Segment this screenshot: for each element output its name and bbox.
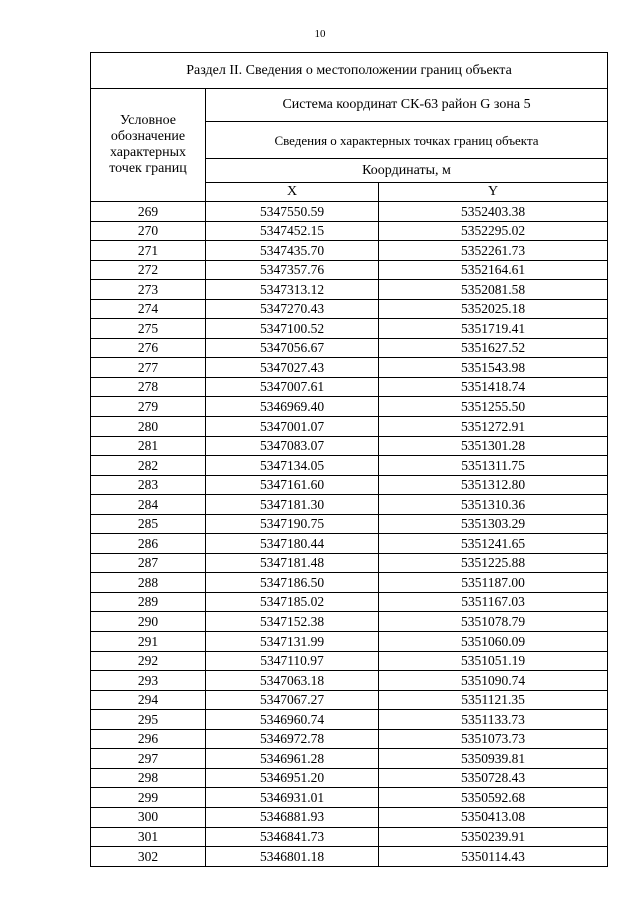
- point-number-cell: 281: [91, 436, 206, 456]
- x-coordinate-cell: 5347181.48: [206, 553, 379, 573]
- point-number-cell: 290: [91, 612, 206, 632]
- y-coordinate-cell: 5351627.52: [379, 338, 608, 358]
- table-row: [91, 573, 608, 593]
- table-row: [91, 417, 608, 437]
- x-coordinate-cell: 5346961.28: [206, 749, 379, 769]
- x-coordinate-cell: 5347186.50: [206, 573, 379, 593]
- y-coordinate-cell: 5352025.18: [379, 299, 608, 319]
- x-coordinate-cell: 5347083.07: [206, 436, 379, 456]
- y-coordinate-cell: 5351272.91: [379, 417, 608, 437]
- table-row: [91, 299, 608, 319]
- x-coordinate-cell: 5347161.60: [206, 475, 379, 495]
- point-number-cell: 297: [91, 749, 206, 769]
- point-number-cell: 284: [91, 495, 206, 515]
- table-row: [91, 456, 608, 476]
- table-row: [91, 592, 608, 612]
- boundary-coordinates-table: [90, 52, 608, 867]
- x-coordinate-cell: 5347134.05: [206, 456, 379, 476]
- x-coordinate-cell: 5347027.43: [206, 358, 379, 378]
- table-row: [91, 749, 608, 769]
- point-number-cell: 269: [91, 202, 206, 222]
- y-coordinate-cell: 5351303.29: [379, 514, 608, 534]
- point-designation-header: Условное обозначение характерных точек границ: [91, 89, 206, 202]
- y-coordinate-cell: 5350728.43: [379, 768, 608, 788]
- table-row: [91, 436, 608, 456]
- point-number-cell: 286: [91, 534, 206, 554]
- point-number-cell: 300: [91, 807, 206, 827]
- x-coordinate-cell: 5347131.99: [206, 632, 379, 652]
- y-coordinate-cell: 5351060.09: [379, 632, 608, 652]
- point-number-cell: 272: [91, 260, 206, 280]
- y-coordinate-cell: 5351301.28: [379, 436, 608, 456]
- y-coordinate-cell: 5350592.68: [379, 788, 608, 808]
- y-coordinate-cell: 5352164.61: [379, 260, 608, 280]
- x-coordinate-cell: 5347110.97: [206, 651, 379, 671]
- y-coordinate-cell: 5352403.38: [379, 202, 608, 222]
- y-coordinate-cell: 5351543.98: [379, 358, 608, 378]
- y-coordinate-cell: 5352295.02: [379, 221, 608, 241]
- table-row: [91, 241, 608, 261]
- point-number-cell: 278: [91, 377, 206, 397]
- x-coordinate-cell: 5347435.70: [206, 241, 379, 261]
- x-coordinate-cell: 5347181.30: [206, 495, 379, 515]
- x-coordinate-cell: 5347270.43: [206, 299, 379, 319]
- point-number-cell: 287: [91, 553, 206, 573]
- point-number-cell: 285: [91, 514, 206, 534]
- point-number-cell: 296: [91, 729, 206, 749]
- point-number-cell: 289: [91, 592, 206, 612]
- table-row: [91, 710, 608, 730]
- y-coordinate-cell: 5351225.88: [379, 553, 608, 573]
- point-number-cell: 294: [91, 690, 206, 710]
- y-coordinate-cell: 5352261.73: [379, 241, 608, 261]
- x-coordinate-cell: 5347001.07: [206, 417, 379, 437]
- header-row-system: [91, 89, 608, 122]
- page-number: 10: [314, 28, 326, 40]
- y-coordinate-cell: 5351255.50: [379, 397, 608, 417]
- y-coordinate-cell: 5351133.73: [379, 710, 608, 730]
- x-coordinate-cell: 5347056.67: [206, 338, 379, 358]
- x-coordinate-cell: 5347100.52: [206, 319, 379, 339]
- x-coordinate-cell: 5347007.61: [206, 377, 379, 397]
- x-coordinate-cell: 5347152.38: [206, 612, 379, 632]
- y-coordinate-cell: 5351078.79: [379, 612, 608, 632]
- point-number-cell: 274: [91, 299, 206, 319]
- x-coordinate-cell: 5347190.75: [206, 514, 379, 534]
- y-coordinate-cell: 5351051.19: [379, 651, 608, 671]
- section-title-row: [91, 53, 608, 89]
- x-coordinate-cell: 5346931.01: [206, 788, 379, 808]
- x-coordinate-cell: 5347063.18: [206, 671, 379, 691]
- table-row: [91, 827, 608, 847]
- table-row: [91, 690, 608, 710]
- table-row: [91, 534, 608, 554]
- y-coordinate-cell: 5351241.65: [379, 534, 608, 554]
- x-coordinate-cell: 5346881.93: [206, 807, 379, 827]
- table-row: [91, 202, 608, 222]
- coordinates-header: Координаты, м: [206, 159, 608, 183]
- x-coordinate-cell: 5347185.02: [206, 592, 379, 612]
- table-row: [91, 358, 608, 378]
- table-row: [91, 495, 608, 515]
- x-coordinate-cell: 5347313.12: [206, 280, 379, 300]
- table-row: [91, 553, 608, 573]
- point-number-cell: 295: [91, 710, 206, 730]
- y-coordinate-cell: 5351090.74: [379, 671, 608, 691]
- point-number-cell: 293: [91, 671, 206, 691]
- y-coordinate-cell: 5351073.73: [379, 729, 608, 749]
- y-coordinate-cell: 5351310.36: [379, 495, 608, 515]
- x-coordinate-cell: 5347357.76: [206, 260, 379, 280]
- y-coordinate-cell: 5352081.58: [379, 280, 608, 300]
- x-coordinate-cell: 5346960.74: [206, 710, 379, 730]
- table-row: [91, 651, 608, 671]
- point-number-cell: 282: [91, 456, 206, 476]
- table-row: [91, 768, 608, 788]
- point-number-cell: 279: [91, 397, 206, 417]
- x-coordinate-cell: 5346972.78: [206, 729, 379, 749]
- section-title: Раздел II. Сведения о местоположении границ объекта: [91, 53, 608, 89]
- x-coordinate-cell: 5347550.59: [206, 202, 379, 222]
- x-column-header: X: [206, 183, 379, 202]
- table-row: [91, 729, 608, 749]
- x-coordinate-cell: 5346841.73: [206, 827, 379, 847]
- point-number-cell: 277: [91, 358, 206, 378]
- point-number-cell: 275: [91, 319, 206, 339]
- point-number-cell: 273: [91, 280, 206, 300]
- point-number-cell: 292: [91, 651, 206, 671]
- table-row: [91, 221, 608, 241]
- table-row: [91, 632, 608, 652]
- point-number-cell: 302: [91, 847, 206, 867]
- y-coordinate-cell: 5350413.08: [379, 807, 608, 827]
- table-row: [91, 807, 608, 827]
- point-number-cell: 298: [91, 768, 206, 788]
- point-number-cell: 270: [91, 221, 206, 241]
- y-coordinate-cell: 5351121.35: [379, 690, 608, 710]
- point-number-cell: 291: [91, 632, 206, 652]
- table-row: [91, 319, 608, 339]
- y-coordinate-cell: 5351719.41: [379, 319, 608, 339]
- x-coordinate-cell: 5346801.18: [206, 847, 379, 867]
- y-coordinate-cell: 5351312.80: [379, 475, 608, 495]
- table-row: [91, 612, 608, 632]
- table-row: [91, 847, 608, 867]
- point-number-cell: 301: [91, 827, 206, 847]
- x-coordinate-cell: 5346969.40: [206, 397, 379, 417]
- table-row: [91, 475, 608, 495]
- point-number-cell: 288: [91, 573, 206, 593]
- y-coordinate-cell: 5351418.74: [379, 377, 608, 397]
- table-row: [91, 338, 608, 358]
- y-coordinate-cell: 5351167.03: [379, 592, 608, 612]
- table-body: [91, 53, 608, 867]
- point-number-cell: 271: [91, 241, 206, 261]
- point-number-cell: 276: [91, 338, 206, 358]
- coordinate-system-header: Система координат СК-63 район G зона 5: [206, 89, 608, 122]
- y-coordinate-cell: 5350939.81: [379, 749, 608, 769]
- x-coordinate-cell: 5347452.15: [206, 221, 379, 241]
- y-coordinate-cell: 5350239.91: [379, 827, 608, 847]
- table-row: [91, 260, 608, 280]
- y-column-header: Y: [379, 183, 608, 202]
- table-row: [91, 397, 608, 417]
- table-row: [91, 514, 608, 534]
- point-number-cell: 283: [91, 475, 206, 495]
- table-row: [91, 788, 608, 808]
- point-number-cell: 299: [91, 788, 206, 808]
- x-coordinate-cell: 5346951.20: [206, 768, 379, 788]
- characteristic-points-header: Сведения о характерных точках границ объекта: [206, 122, 608, 159]
- point-number-cell: 280: [91, 417, 206, 437]
- table-row: [91, 377, 608, 397]
- y-coordinate-cell: 5350114.43: [379, 847, 608, 867]
- x-coordinate-cell: 5347180.44: [206, 534, 379, 554]
- table-row: [91, 671, 608, 691]
- y-coordinate-cell: 5351311.75: [379, 456, 608, 476]
- y-coordinate-cell: 5351187.00: [379, 573, 608, 593]
- table-row: [91, 280, 608, 300]
- x-coordinate-cell: 5347067.27: [206, 690, 379, 710]
